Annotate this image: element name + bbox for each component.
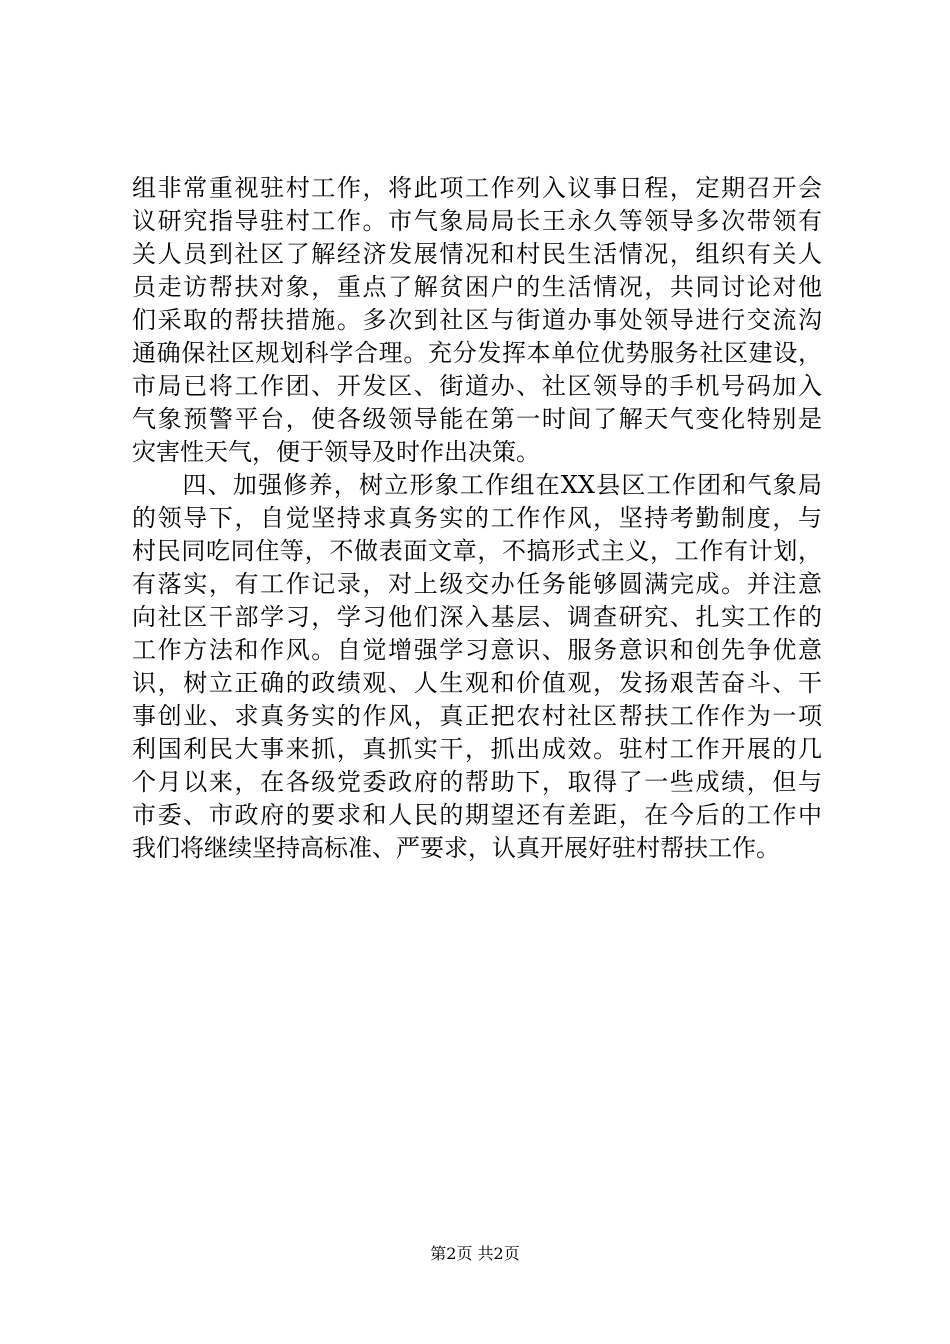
text-line: 个月以来，在各级党委政府的帮助下，取得了一些成绩，但与 (132, 768, 822, 796)
text-line: 识，树立正确的政绩观、人生观和价值观，发扬艰苦奋斗、干 (132, 669, 822, 697)
text-line: 利国利民大事来抓，真抓实干，抓出成效。驻村工作开展的几 (132, 735, 822, 763)
text-line: 们采取的帮扶措施。多次到社区与街道办事处领导进行交流沟 (132, 306, 822, 334)
text-line: 有落实，有工作记录，对上级交办任务能够圆满完成。并注意 (132, 570, 822, 598)
text-line: 市局已将工作团、开发区、街道办、社区领导的手机号码加入 (132, 372, 822, 400)
text-line: 事创业、求真务实的作风，真正把农村社区帮扶工作作为一项 (132, 702, 822, 730)
text-line: 关人员到社区了解经济发展情况和村民生活情况，组织有关人 (132, 240, 822, 268)
text-line: 我们将继续坚持高标准、严要求，认真开展好驻村帮扶工作。 (132, 834, 780, 862)
page-number: 第2页 共2页 (430, 1244, 520, 1263)
text-line: 组非常重视驻村工作，将此项工作列入议事日程，定期召开会 (132, 174, 822, 202)
text-line: 市委、市政府的要求和人民的期望还有差距，在今后的工作中 (132, 801, 822, 829)
text-line: 四、加强修养，树立形象工作组在XX县区工作团和气象局 (132, 471, 822, 499)
text-line: 通确保社区规划科学合理。充分发挥本单位优势服务社区建设， (132, 339, 822, 367)
text-line: 员走访帮扶对象，重点了解贫困户的生活情况，共同讨论对他 (132, 273, 822, 301)
document-body (132, 172, 822, 865)
paragraph-2 (132, 469, 822, 865)
page-footer (0, 1244, 950, 1264)
text-line: 向社区干部学习，学习他们深入基层、调查研究、扎实工作的 (132, 603, 822, 631)
text-line: 工作方法和作风。自觉增强学习意识、服务意识和创先争优意 (132, 636, 822, 664)
text-line: 灾害性天气，便于领导及时作出决策。 (132, 438, 540, 466)
text-line: 的领导下，自觉坚持求真务实的工作作风，坚持考勤制度，与 (132, 504, 822, 532)
text-line: 议研究指导驻村工作。市气象局局长王永久等领导多次带领有 (132, 207, 822, 235)
text-line: 村民同吃同住等，不做表面文章，不搞形式主义，工作有计划， (132, 537, 822, 565)
paragraph-1 (132, 172, 822, 469)
text-line: 气象预警平台，使各级领导能在第一时间了解天气变化特别是 (132, 405, 822, 433)
